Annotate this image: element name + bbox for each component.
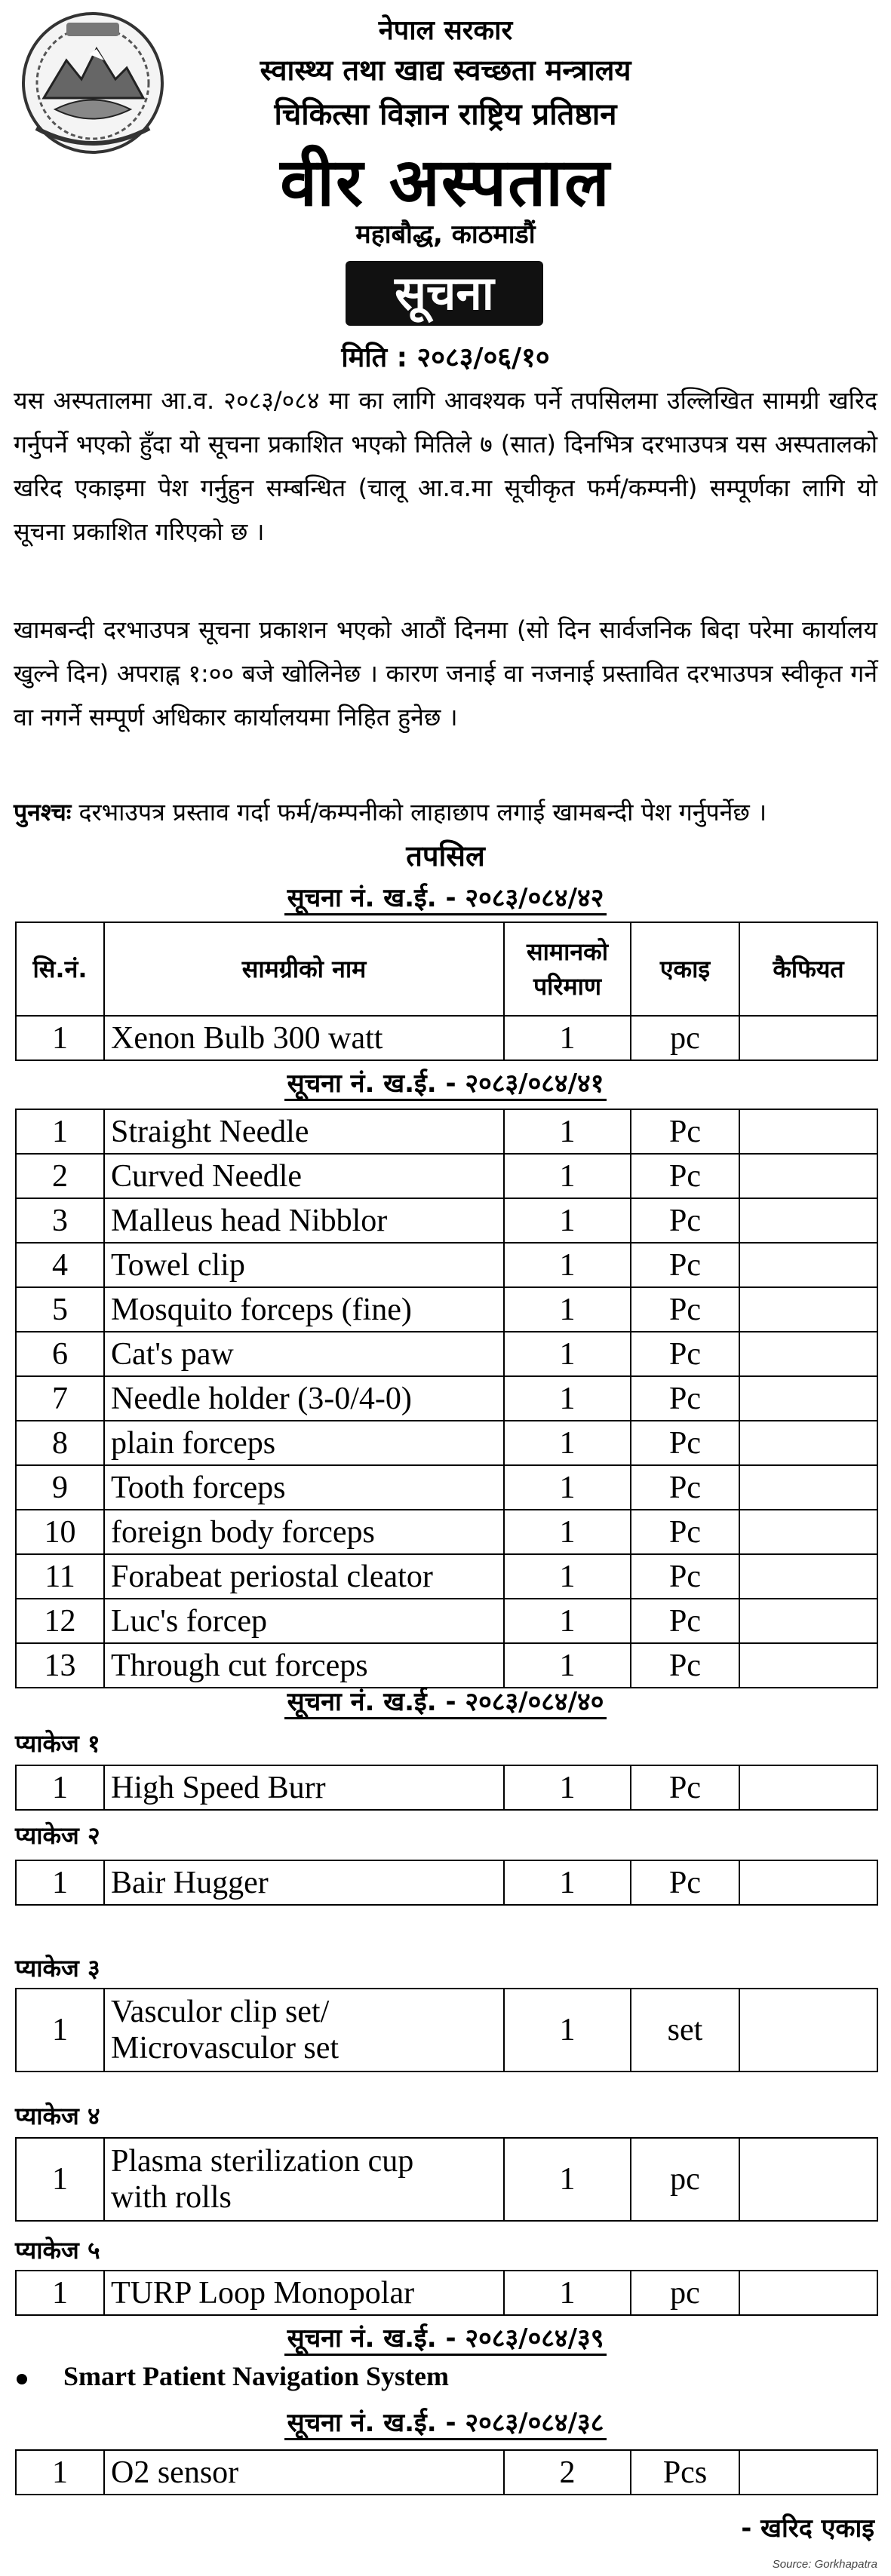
table-row bbox=[16, 2271, 877, 2315]
table-row bbox=[16, 1332, 877, 1376]
table-row bbox=[16, 1376, 877, 1421]
quantity-cell: 1 bbox=[504, 1376, 631, 1421]
bullet-item bbox=[17, 2360, 449, 2392]
item-cell: Through cut forceps bbox=[104, 1643, 504, 1688]
serial-cell: 5 bbox=[16, 1287, 104, 1332]
quantity-cell: 1 bbox=[504, 1198, 631, 1243]
section-ref-42-text: सूचना नं. ख.ई. - २०८३/०८४/४२ bbox=[284, 883, 607, 915]
section-ref-41-text: सूचना नं. ख.ई. - २०८३/०८४/४१ bbox=[284, 1069, 607, 1101]
item-cell: Straight Needle bbox=[104, 1109, 504, 1154]
unit-cell: Pc bbox=[631, 1198, 739, 1243]
remarks-cell bbox=[739, 1510, 877, 1554]
quantity-cell: 1 bbox=[504, 1510, 631, 1554]
serial-cell: 6 bbox=[16, 1332, 104, 1376]
table-row bbox=[16, 1109, 877, 1154]
serial-cell: 1 bbox=[16, 2138, 104, 2221]
remarks-cell bbox=[739, 1198, 877, 1243]
unit-cell: Pc bbox=[631, 1599, 739, 1643]
serial-cell: 1 bbox=[16, 1016, 104, 1060]
ministry-name: स्वास्थ्य तथा खाद्य स्वच्छता मन्त्रालय bbox=[260, 54, 631, 87]
serial-cell: 10 bbox=[16, 1510, 104, 1554]
remarks-cell bbox=[739, 1599, 877, 1643]
quantity-cell: 1 bbox=[504, 1154, 631, 1198]
unit-cell: pc bbox=[631, 1016, 739, 1060]
quantity-cell: 1 bbox=[504, 1109, 631, 1154]
table-row bbox=[16, 1243, 877, 1287]
serial-cell: 1 bbox=[16, 1765, 104, 1810]
serial-cell: 2 bbox=[16, 1154, 104, 1198]
item-cell: O2 sensor bbox=[104, 2450, 504, 2495]
item-cell: TURP Loop Monopolar bbox=[104, 2271, 504, 2315]
unit-cell: Pc bbox=[631, 1154, 739, 1198]
item-cell: Mosquito forceps (fine) bbox=[104, 1287, 504, 1332]
paragraph-1: यस अस्पतालमा आ.व. २०८३/०८४ मा का लागि आवश्यक पर्ने तपसिलमा उल्लिखित सामग्री खरिद गर्नुपर्ने भएको हुँदा यो सूचना प्रकाशित भएको मितिले ७ (सात) दिनभित्र दरभाउपत्र यस अस्पतालको खरिद एकाइमा पेश गर्नुहुन सम्बन्धित (चालू आ.व.मा सूचीकृत फर्म/कम्पनी) सम्पूर्णका लागि यो सूचना प्रकाशित गरिएको छ । bbox=[14, 386, 877, 546]
quantity-cell: 1 bbox=[504, 1287, 631, 1332]
item-line-2: Microvasculor set bbox=[111, 2031, 340, 2065]
table-row bbox=[16, 1287, 877, 1332]
academy-name: चिकित्सा विज्ञान राष्ट्रिय प्रतिष्ठान bbox=[274, 97, 617, 132]
unit-cell: Pc bbox=[631, 1243, 739, 1287]
package-2-table bbox=[15, 1860, 878, 1906]
item-line-1: Vasculor clip set/ bbox=[111, 1995, 330, 2029]
quantity-cell: 1 bbox=[504, 1989, 631, 2072]
remarks-cell bbox=[739, 1376, 877, 1421]
table-header-row bbox=[16, 922, 877, 1016]
remarks-cell bbox=[739, 1765, 877, 1810]
section-ref-38 bbox=[0, 2404, 891, 2439]
package-3-label: प्याकेज ३ bbox=[15, 1954, 100, 1983]
serial-cell: 4 bbox=[16, 1243, 104, 1287]
quantity-cell: 1 bbox=[504, 1554, 631, 1599]
package-4-label: प्याकेज ४ bbox=[15, 2102, 100, 2130]
unit-cell: Pc bbox=[631, 1554, 739, 1599]
unit-cell: Pc bbox=[631, 1287, 739, 1332]
quantity-cell: 1 bbox=[504, 1016, 631, 1060]
quantity-cell: 1 bbox=[504, 2271, 631, 2315]
unit-cell: Pc bbox=[631, 1421, 739, 1465]
remarks-cell bbox=[739, 2271, 877, 2315]
item-cell: High Speed Burr bbox=[104, 1765, 504, 1810]
remarks-cell bbox=[739, 2450, 877, 2495]
remarks-cell bbox=[739, 1860, 877, 1905]
package-1-label: प्याकेज १ bbox=[15, 1729, 100, 1758]
serial-cell: 1 bbox=[16, 2271, 104, 2315]
quantity-cell: 1 bbox=[504, 1643, 631, 1688]
hospital-address: महाबौद्ध, काठमाडौं bbox=[355, 219, 536, 250]
unit-cell: set bbox=[631, 1989, 739, 2072]
remarks-cell bbox=[739, 1109, 877, 1154]
remarks-cell bbox=[739, 1989, 877, 2072]
remarks-cell bbox=[739, 1465, 877, 1510]
header-serial: सि.नं. bbox=[16, 922, 104, 1016]
notice-banner: सूचना bbox=[346, 261, 543, 326]
serial-cell: 13 bbox=[16, 1643, 104, 1688]
item-line-1: Plasma sterilization cup bbox=[111, 2144, 414, 2179]
section-ref-40-text: सूचना नं. ख.ई. - २०८३/०८४/४० bbox=[284, 1687, 607, 1719]
serial-cell: 9 bbox=[16, 1465, 104, 1510]
header-remarks: कैफियत bbox=[739, 922, 877, 1016]
unit-cell: Pc bbox=[631, 1510, 739, 1554]
serial-cell: 8 bbox=[16, 1421, 104, 1465]
table-row bbox=[16, 1510, 877, 1554]
item-cell bbox=[104, 2138, 504, 2221]
quantity-cell: 1 bbox=[504, 1243, 631, 1287]
remarks-cell bbox=[739, 1332, 877, 1376]
package-5-label: प्याकेज ५ bbox=[15, 2236, 100, 2265]
unit-cell: Pc bbox=[631, 1643, 739, 1688]
serial-cell: 1 bbox=[16, 1860, 104, 1905]
item-cell: Needle holder (3-0/4-0) bbox=[104, 1376, 504, 1421]
package-5-table bbox=[15, 2270, 878, 2316]
hospital-name: वीर अस्पताल bbox=[280, 143, 611, 221]
header-item-name: सामग्रीको नाम bbox=[104, 922, 504, 1016]
serial-cell: 1 bbox=[16, 1989, 104, 2072]
remarks-cell bbox=[739, 1243, 877, 1287]
quantity-cell: 2 bbox=[504, 2450, 631, 2495]
item-cell: Malleus head Nibblor bbox=[104, 1198, 504, 1243]
bullet-dot-icon bbox=[17, 2374, 27, 2384]
section-ref-40 bbox=[0, 1683, 891, 1718]
item-cell: Towel clip bbox=[104, 1243, 504, 1287]
item-cell: Bair Hugger bbox=[104, 1860, 504, 1905]
table-row bbox=[16, 1860, 877, 1905]
header-quantity: सामानको परिमाण bbox=[504, 922, 631, 1016]
serial-cell: 12 bbox=[16, 1599, 104, 1643]
items-table-41 bbox=[15, 1109, 878, 1688]
unit-cell: Pc bbox=[631, 1765, 739, 1810]
section-ref-38-text: सूचना नं. ख.ई. - २०८३/०८४/३८ bbox=[284, 2408, 607, 2440]
table-row bbox=[16, 1599, 877, 1643]
signoff: - खरिद एकाइ bbox=[741, 2513, 874, 2544]
quantity-cell: 1 bbox=[504, 1765, 631, 1810]
paragraph-postscript bbox=[14, 790, 877, 834]
table-row bbox=[16, 1421, 877, 1465]
government-name: नेपाल सरकार bbox=[378, 15, 513, 46]
serial-cell: 7 bbox=[16, 1376, 104, 1421]
table-row bbox=[16, 1016, 877, 1060]
header-unit: एकाइ bbox=[631, 922, 739, 1016]
quantity-cell: 1 bbox=[504, 1421, 631, 1465]
bullet-text: Smart Patient Navigation System bbox=[63, 2361, 449, 2391]
remarks-cell bbox=[739, 1643, 877, 1688]
section-ref-42 bbox=[0, 879, 891, 914]
table-row bbox=[16, 1554, 877, 1599]
quantity-cell: 1 bbox=[504, 1599, 631, 1643]
item-cell: Forabeat periostal cleator bbox=[104, 1554, 504, 1599]
package-1-table bbox=[15, 1765, 878, 1811]
table-row bbox=[16, 1465, 877, 1510]
serial-cell: 11 bbox=[16, 1554, 104, 1599]
remarks-cell bbox=[739, 1554, 877, 1599]
table-row bbox=[16, 1989, 877, 2072]
postscript-text: दरभाउपत्र प्रस्ताव गर्दा फर्म/कम्पनीको लाहाछाप लगाई खामबन्दी पेश गर्नुपर्नेछ । bbox=[71, 798, 767, 826]
remarks-cell bbox=[739, 1154, 877, 1198]
unit-cell: Pc bbox=[631, 1376, 739, 1421]
quantity-cell: 1 bbox=[504, 2138, 631, 2221]
package-4-table bbox=[15, 2137, 878, 2222]
table-row bbox=[16, 1198, 877, 1243]
quantity-cell: 1 bbox=[504, 1332, 631, 1376]
table-row bbox=[16, 2138, 877, 2221]
package-2-label: प्याकेज २ bbox=[15, 1821, 100, 1850]
source-credit: Source: Gorkhapatra bbox=[772, 2558, 877, 2571]
table-row bbox=[16, 1154, 877, 1198]
serial-cell: 3 bbox=[16, 1198, 104, 1243]
remarks-cell bbox=[739, 2138, 877, 2221]
item-cell: plain forceps bbox=[104, 1421, 504, 1465]
item-cell: Tooth forceps bbox=[104, 1465, 504, 1510]
notice-date: मिति : २०८३/०६/१० bbox=[341, 342, 550, 373]
items-table-38 bbox=[15, 2449, 878, 2495]
tapsil-heading: तपसिल bbox=[406, 839, 485, 872]
unit-cell: Pc bbox=[631, 1109, 739, 1154]
table-row bbox=[16, 1643, 877, 1688]
quantity-cell: 1 bbox=[504, 1465, 631, 1510]
table-row bbox=[16, 2450, 877, 2495]
item-cell: foreign body forceps bbox=[104, 1510, 504, 1554]
section-ref-39 bbox=[0, 2320, 891, 2354]
unit-cell: Pc bbox=[631, 1465, 739, 1510]
item-cell: Luc's forcep bbox=[104, 1599, 504, 1643]
section-ref-41 bbox=[0, 1065, 891, 1099]
paragraph-2: खामबन्दी दरभाउपत्र सूचना प्रकाशन भएको आठौं दिनमा (सो दिन सार्वजनिक बिदा परेमा कार्यालय खुल्ने दिन) अपराह्न १:०० बजे खोलिनेछ । कारण जनाई वा नजनाई प्रस्तावित दरभाउपत्र स्वीकृत गर्ने वा नगर्ने सम्पूर्ण अधिकार कार्यालयमा निहित हुनेछ । bbox=[14, 615, 877, 731]
unit-cell: Pc bbox=[631, 1860, 739, 1905]
quantity-cell: 1 bbox=[504, 1860, 631, 1905]
remarks-cell bbox=[739, 1287, 877, 1332]
item-cell bbox=[104, 1989, 504, 2072]
unit-cell: pc bbox=[631, 2271, 739, 2315]
item-cell: Cat's paw bbox=[104, 1332, 504, 1376]
unit-cell: Pcs bbox=[631, 2450, 739, 2495]
postscript-label: पुनश्चः bbox=[14, 798, 72, 826]
unit-cell: Pc bbox=[631, 1332, 739, 1376]
unit-cell: pc bbox=[631, 2138, 739, 2221]
item-cell: Xenon Bulb 300 watt bbox=[104, 1016, 504, 1060]
item-line-2: with rolls bbox=[111, 2180, 232, 2215]
remarks-cell bbox=[739, 1016, 877, 1060]
serial-cell: 1 bbox=[16, 2450, 104, 2495]
table-row bbox=[16, 1765, 877, 1810]
section-ref-39-text: सूचना नं. ख.ई. - २०८३/०८४/३९ bbox=[284, 2323, 607, 2356]
items-table-42 bbox=[15, 922, 878, 1061]
remarks-cell bbox=[739, 1421, 877, 1465]
package-3-table bbox=[15, 1988, 878, 2072]
serial-cell: 1 bbox=[16, 1109, 104, 1154]
item-cell: Curved Needle bbox=[104, 1154, 504, 1198]
